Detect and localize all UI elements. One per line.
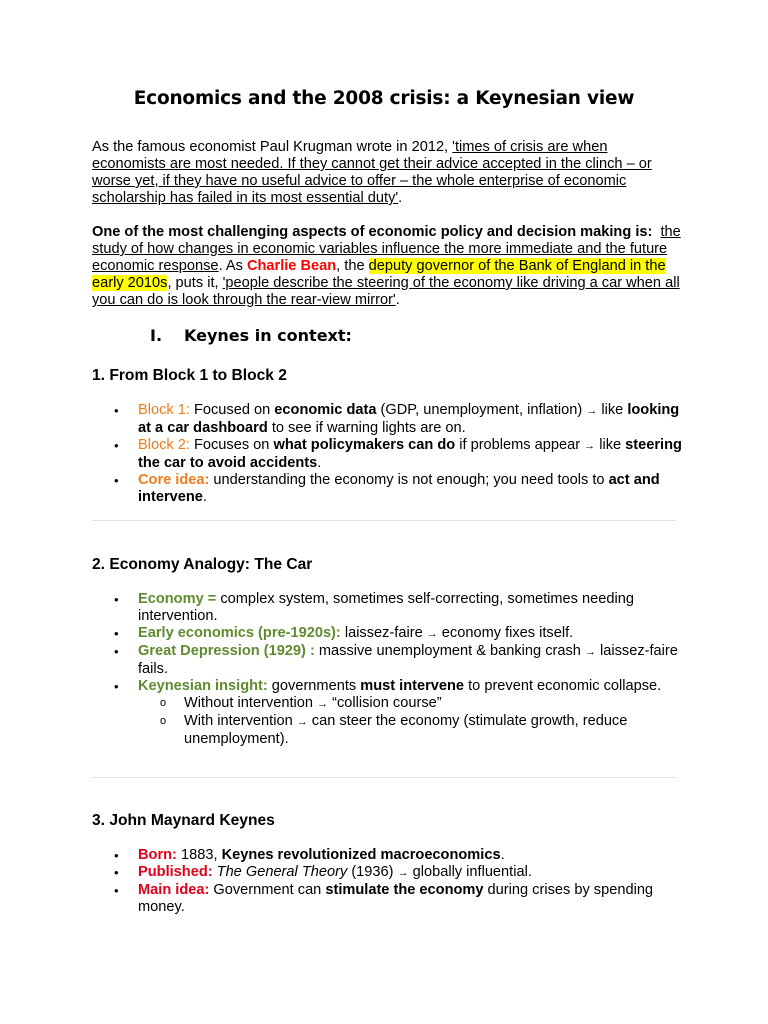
bold-span: stimulate the economy — [325, 882, 484, 898]
text-span: . — [202, 489, 207, 505]
arrow-icon: → — [584, 646, 596, 658]
text-span: globally influential. — [408, 864, 532, 880]
krugman-quote: 'times of crisis are when economists are most needed. If they cannot get their advice accepted in the clinch – or worse yet, if they have no useful advice to offer – the whole enterprise of economic scholarship has failed in its most essential duty' — [92, 139, 652, 206]
keynes-section-heading: 3. John Maynard Keynes — [92, 812, 275, 829]
text-span: (1936) — [347, 864, 398, 880]
intervention-sublist — [138, 695, 682, 748]
bold-span: steering the car to avoid accidents — [138, 437, 682, 471]
arrow-icon: → — [426, 628, 438, 640]
arrow-icon: → — [586, 405, 598, 417]
challenge-the: , the — [336, 258, 369, 274]
challenge-puts: , puts it, — [167, 275, 223, 291]
text-span: like — [597, 402, 628, 418]
sub-list-item — [92, 713, 682, 748]
text-span: during crises by spending money. — [138, 882, 654, 915]
block-list — [92, 402, 682, 506]
list-item — [92, 847, 682, 864]
born-label: Born: — [138, 847, 177, 863]
bold-span: must intervene — [360, 678, 465, 694]
challenge-underlined: the study of how changes in economic variables influence the more immediate and the future economic response — [92, 224, 681, 274]
text-span: governments — [267, 678, 361, 694]
roman-numeral: I. — [150, 326, 163, 345]
block-section-heading: 1. From Block 1 to Block 2 — [92, 367, 287, 384]
section-heading-label: Keynes in context: — [184, 326, 352, 345]
list-item — [92, 625, 682, 643]
block1-label: Block 1: — [138, 402, 190, 418]
arrow-icon: → — [397, 867, 409, 879]
intro-end: . — [398, 190, 403, 206]
text-span: laissez-faire fails. — [138, 643, 678, 677]
list-item — [92, 882, 682, 916]
text-span: laissez-faire — [340, 625, 427, 641]
text-span: economy fixes itself. — [437, 625, 574, 641]
text-span: to see if warning lights are on. — [267, 420, 466, 436]
car-list — [92, 591, 682, 748]
great-depression-label: Great Depression (1929) : — [138, 643, 315, 659]
bean-quote: 'people describe the steering of the economy like driving a car when all you can do is look through the rear-view mirror' — [92, 275, 680, 308]
text-span: to prevent economic collapse. — [464, 678, 662, 694]
charlie-bean-name: Charlie Bean — [246, 258, 337, 274]
book-title: The General Theory — [216, 864, 348, 880]
text-span: Government can — [209, 882, 326, 898]
challenge-bold-lead: One of the most challenging aspects of economic policy and decision making is: — [92, 224, 653, 240]
text-span: Focuses on — [189, 437, 274, 453]
list-item — [92, 643, 682, 678]
keynesian-insight-label: Keynesian insight: — [138, 678, 268, 694]
published-label: Published: — [138, 864, 213, 880]
list-item — [92, 472, 682, 506]
core-idea-label: Core idea: — [138, 472, 210, 488]
text-span: Without intervention — [184, 695, 318, 711]
arrow-icon: → — [584, 440, 596, 452]
section-divider — [92, 777, 676, 778]
bold-span: what policymakers can do — [273, 437, 456, 453]
text-span: understanding the economy is not enough; you need tools to — [209, 472, 609, 488]
sub-list-item — [92, 695, 682, 713]
text-span: like — [595, 437, 626, 453]
challenge-as: . As — [218, 258, 247, 274]
text-span: if problems appear — [455, 437, 585, 453]
highlighted-role: deputy governor of the Bank of England in the early 2010s — [92, 258, 666, 291]
list-item — [92, 864, 682, 882]
keynes-list — [92, 847, 682, 916]
text-span: massive unemployment & banking crash — [314, 643, 585, 659]
text-span: 1883, — [176, 847, 222, 863]
bold-span: Keynes revolutionized macroeconomics — [221, 847, 501, 863]
intro-paragraph — [92, 139, 682, 207]
section-heading-keynes-context — [150, 326, 352, 345]
block2-label: Block 2: — [138, 437, 190, 453]
list-item — [92, 591, 682, 625]
text-span: “collision course” — [328, 695, 442, 711]
section-divider — [92, 520, 676, 521]
arrow-icon: → — [296, 716, 308, 728]
economy-label: Economy = — [138, 591, 217, 607]
early-economics-label: Early economics (pre-1920s): — [138, 625, 341, 641]
text-span: can steer the economy (stimulate growth, reduce unemployment). — [184, 713, 628, 747]
challenge-end: . — [395, 292, 400, 308]
document-title: Economics and the 2008 crisis: a Keynesian view — [133, 88, 635, 109]
bold-span: looking at a car dashboard — [138, 402, 680, 436]
list-item — [92, 437, 682, 472]
car-section-heading: 2. Economy Analogy: The Car — [92, 556, 313, 573]
text-span: . — [500, 847, 505, 863]
text-span: . — [317, 455, 322, 471]
arrow-icon: → — [317, 698, 329, 710]
text-span: (GDP, unemployment, inflation) — [376, 402, 587, 418]
bold-span: economic data — [274, 402, 377, 418]
list-item — [92, 402, 682, 437]
challenge-paragraph — [92, 224, 682, 309]
intro-lead: As the famous economist Paul Krugman wrote in 2012, — [92, 139, 453, 155]
main-idea-label: Main idea: — [138, 882, 210, 898]
list-item — [92, 678, 682, 748]
bold-span: act and intervene — [138, 472, 660, 505]
text-span: complex system, sometimes self-correcting, sometimes needing intervention. — [138, 591, 634, 624]
text-span: Focused on — [189, 402, 275, 418]
text-span: With intervention — [184, 713, 297, 729]
